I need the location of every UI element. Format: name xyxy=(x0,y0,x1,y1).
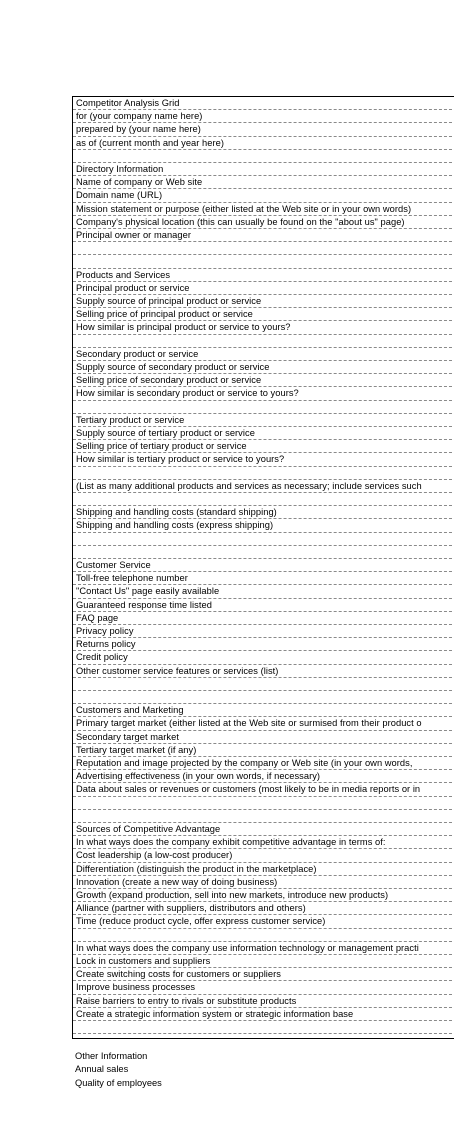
grid-row[interactable]: Shipping and handling costs (express shipping) xyxy=(73,519,454,532)
grid-row[interactable]: Principal product or service xyxy=(73,282,454,295)
grid-row[interactable]: Domain name (URL) xyxy=(73,189,454,202)
grid-row[interactable]: Name of company or Web site xyxy=(73,176,454,189)
grid-row[interactable]: "Contact Us" page easily available xyxy=(73,585,454,598)
grid-row[interactable]: Primary target market (either listed at the Web site or surmised from their product o xyxy=(73,717,454,730)
grid-row[interactable]: Shipping and handling costs (standard shipping) xyxy=(73,506,454,519)
grid-row[interactable] xyxy=(73,691,454,704)
grid-row[interactable] xyxy=(73,929,454,942)
grid-row[interactable]: Sources of Competitive Advantage xyxy=(73,823,454,836)
competitor-analysis-grid xyxy=(72,96,454,1039)
grid-row[interactable]: How similar is principal product or service to yours? xyxy=(73,321,454,334)
grid-row[interactable]: Supply source of principal product or service xyxy=(73,295,454,308)
grid-row[interactable]: Cost leadership (a low-cost producer) xyxy=(73,849,454,862)
grid-row[interactable] xyxy=(73,533,454,546)
grid-row[interactable]: Supply source of secondary product or service xyxy=(73,361,454,374)
grid-row[interactable]: Products and Services xyxy=(73,269,454,282)
grid-row[interactable]: Customers and Marketing xyxy=(73,704,454,717)
grid-row[interactable]: prepared by (your name here) xyxy=(73,123,454,136)
grid-row[interactable]: Secondary target market xyxy=(73,731,454,744)
grid-row[interactable] xyxy=(73,678,454,691)
grid-row[interactable]: Data about sales or revenues or customers (most likely to be in media reports or in xyxy=(73,783,454,796)
grid-row[interactable]: Growth (expand production, sell into new markets, introduce new products) xyxy=(73,889,454,902)
grid-row[interactable]: Privacy policy xyxy=(73,625,454,638)
grid-row[interactable]: Tertiary product or service xyxy=(73,414,454,427)
grid-row[interactable]: Selling price of secondary product or service xyxy=(73,374,454,387)
grid-row[interactable]: (List as many additional products and services as necessary; include services such xyxy=(73,480,454,493)
grid-row[interactable]: Supply source of tertiary product or service xyxy=(73,427,454,440)
grid-row[interactable]: Principal owner or manager xyxy=(73,229,454,242)
grid-row[interactable]: Toll-free telephone number xyxy=(73,572,454,585)
grid-row[interactable]: Other customer service features or services (list) xyxy=(73,665,454,678)
grid-row[interactable]: Returns policy xyxy=(73,638,454,651)
grid-row[interactable]: In what ways does the company exhibit competitive advantage in terms of: xyxy=(73,836,454,849)
grid-row[interactable] xyxy=(73,150,454,163)
grid-row[interactable]: Advertising effectiveness (in your own words, if necessary) xyxy=(73,770,454,783)
grid-row[interactable]: How similar is secondary product or service to yours? xyxy=(73,387,454,400)
grid-row[interactable]: Competitor Analysis Grid xyxy=(73,97,454,110)
grid-row[interactable] xyxy=(73,255,454,268)
grid-row[interactable]: Customer Service xyxy=(73,559,454,572)
grid-row[interactable] xyxy=(73,242,454,255)
grid-row[interactable]: Company's physical location (this can usually be found on the "about us" page) xyxy=(73,216,454,229)
grid-row[interactable] xyxy=(73,810,454,823)
grid-row[interactable]: Credit policy xyxy=(73,651,454,664)
grid-row[interactable]: FAQ page xyxy=(73,612,454,625)
grid-row[interactable] xyxy=(73,335,454,348)
footer-line: Annual sales xyxy=(75,1064,129,1075)
grid-row[interactable] xyxy=(73,401,454,414)
grid-row[interactable]: Selling price of principal product or service xyxy=(73,308,454,321)
grid-row[interactable]: for (your company name here) xyxy=(73,110,454,123)
grid-row[interactable] xyxy=(73,797,454,810)
grid-row[interactable]: as of (current month and year here) xyxy=(73,137,454,150)
grid-row[interactable]: Tertiary target market (if any) xyxy=(73,744,454,757)
footer-heading: Other Information xyxy=(75,1051,148,1061)
grid-row[interactable]: Raise barriers to entry to rivals or substitute products xyxy=(73,995,454,1008)
grid-row[interactable]: Secondary product or service xyxy=(73,348,454,361)
grid-row[interactable]: How similar is tertiary product or service to yours? xyxy=(73,453,454,466)
grid-row[interactable]: Selling price of tertiary product or service xyxy=(73,440,454,453)
grid-row[interactable]: Innovation (create a new way of doing business) xyxy=(73,876,454,889)
grid-row[interactable] xyxy=(73,1021,454,1034)
grid-row[interactable]: In what ways does the company use information technology or management practi xyxy=(73,942,454,955)
grid-row[interactable]: Improve business processes xyxy=(73,981,454,994)
grid-row[interactable]: Alliance (partner with suppliers, distributors and others) xyxy=(73,902,454,915)
grid-row[interactable] xyxy=(73,546,454,559)
grid-row[interactable]: Create a strategic information system or strategic information base xyxy=(73,1008,454,1021)
grid-row[interactable]: Directory Information xyxy=(73,163,454,176)
grid-row[interactable]: Differentiation (distinguish the product in the marketplace) xyxy=(73,863,454,876)
grid-row[interactable]: Guaranteed response time listed xyxy=(73,599,454,612)
grid-row[interactable]: Create switching costs for customers or suppliers xyxy=(73,968,454,981)
grid-row[interactable]: Mission statement or purpose (either listed at the Web site or in your own words) xyxy=(73,203,454,216)
grid-row[interactable]: Time (reduce product cycle, offer express customer service) xyxy=(73,915,454,928)
grid-row[interactable]: Reputation and image projected by the company or Web site (in your own words, xyxy=(73,757,454,770)
grid-row[interactable] xyxy=(73,467,454,480)
grid-row[interactable] xyxy=(73,493,454,506)
grid-row[interactable]: Lock in customers and suppliers xyxy=(73,955,454,968)
footer-line: Quality of employees xyxy=(75,1077,162,1088)
